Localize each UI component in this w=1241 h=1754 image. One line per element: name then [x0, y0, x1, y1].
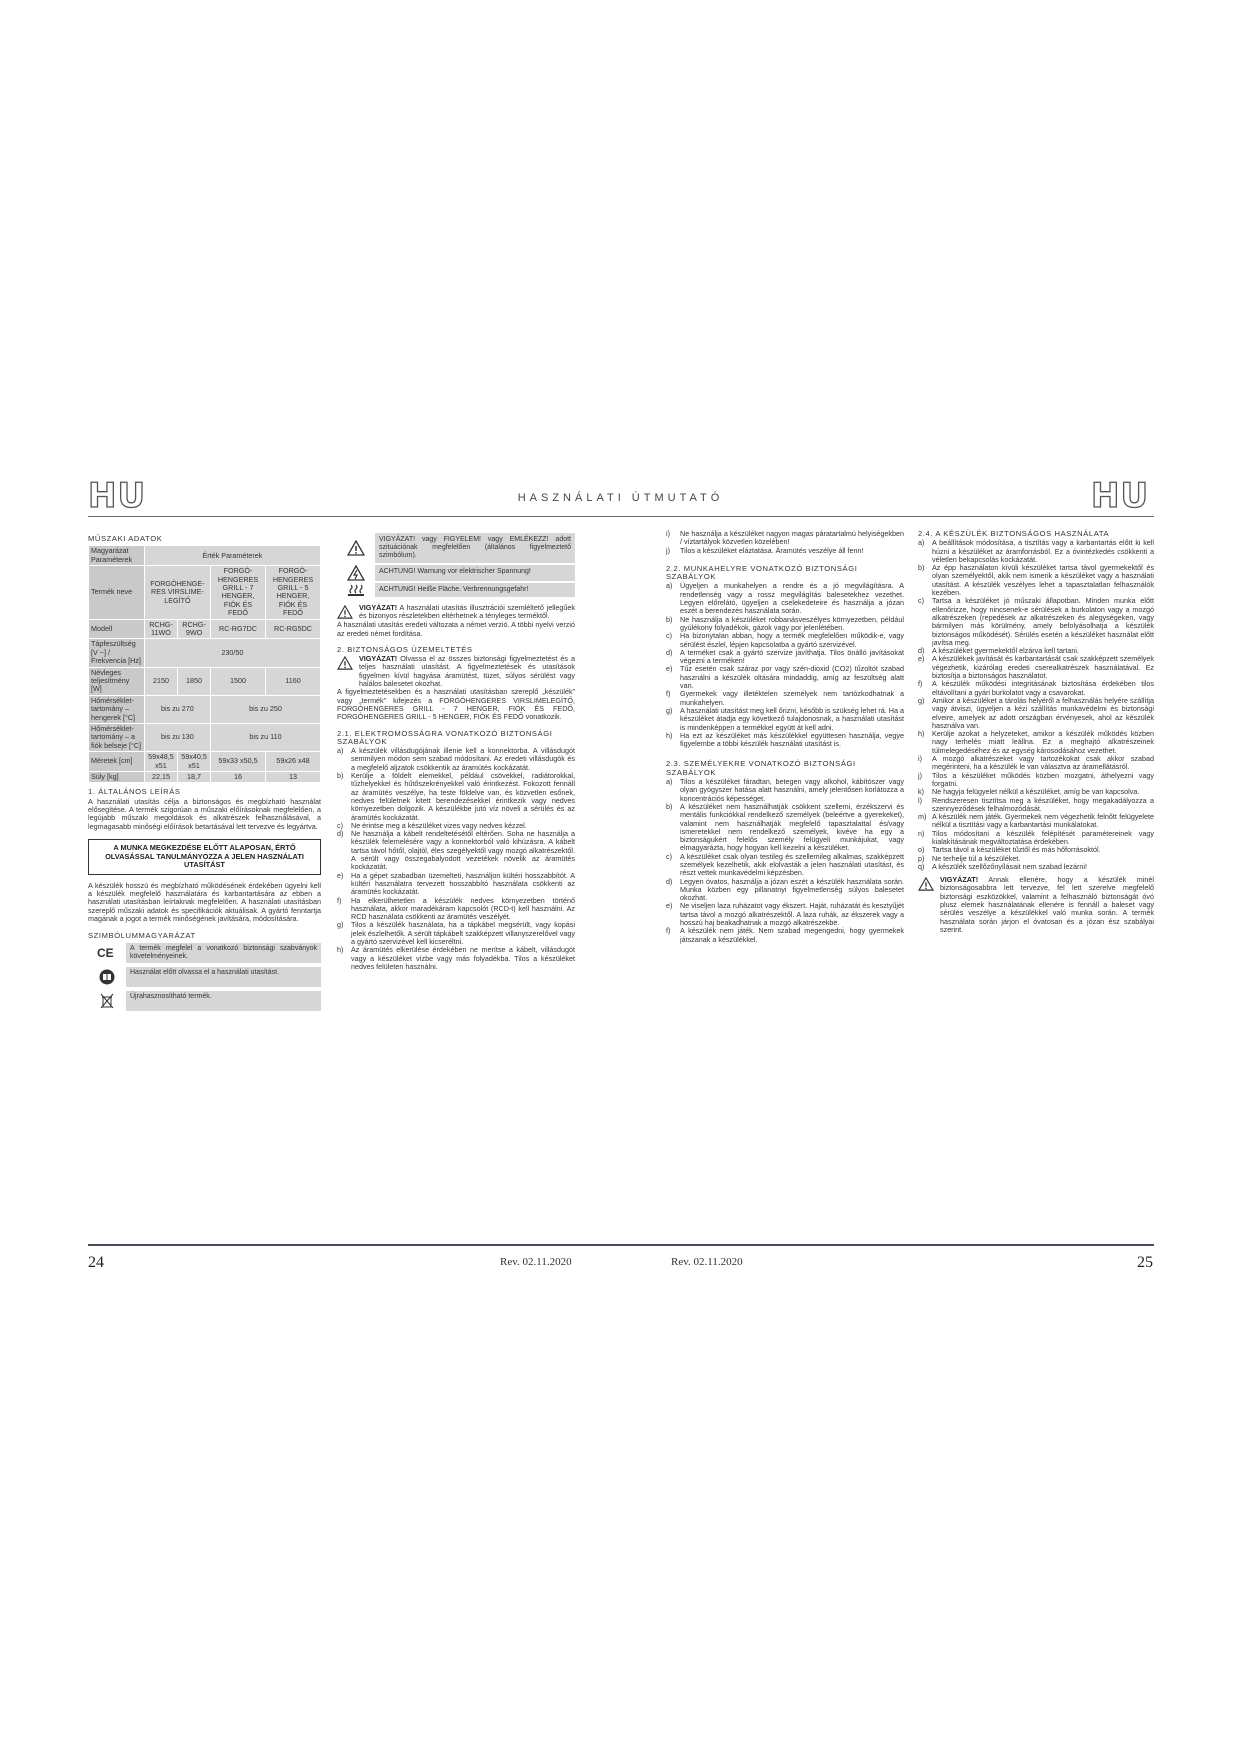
list-label: d) — [666, 876, 673, 886]
symbol-description: A termék megfelel a vonatkozó biztonsági szabványok követelményeinek. — [126, 943, 321, 963]
list-label: l) — [918, 795, 922, 805]
list-label: q) — [918, 861, 925, 871]
table-cell: Termék neve — [89, 566, 144, 618]
header-title: HASZNÁLATI ÚTMUTATÓ — [517, 492, 724, 504]
caution-label: VIGYÁZAT! — [940, 875, 979, 885]
table-row — [89, 546, 320, 565]
language-code-right: HU — [1091, 476, 1150, 516]
table-row — [89, 668, 320, 695]
list-item — [666, 732, 904, 749]
list-text: Ne hagyja felügyelet nélkül a készüléket, amíg be van kapcsolva. — [932, 787, 1140, 797]
warning-row — [337, 533, 575, 563]
symbol-row — [88, 942, 321, 964]
list-label: b) — [666, 614, 673, 624]
list-text: Ügyeljen a munkahelyen a rendre és a jó megvilágításra. A rendetlenség vagy a rossz megvilágítás balesetekhez vezethet. Legyen előrelátó, ügyeljen a cselekedeteire és használja a józan eszét a berendezés használata során. — [680, 581, 904, 616]
list-text: Kerülje azokat a helyzeteket, amikor a készülék működés közben nagy terhelés miatt leállna. Ez a meghajtó alkatrészeinek túlmelegedéséhez és az egység károsodásához vezethet. — [932, 729, 1154, 755]
general-paragraph: A használati utasítás célja a biztonságos és megbízható használat elősegítése. A termék szigorúan a műszaki előírásoknak megfelelően, a legújabb műszaki megoldások és alkatrészek felhasználásával, a legmagasabb minőségi előírások betartásával lett tervezve és legyártva. — [88, 796, 321, 831]
list-item — [337, 747, 575, 772]
list-item — [666, 616, 904, 633]
table-cell: bis zu 110 — [211, 724, 320, 751]
list-label: e) — [918, 654, 925, 664]
list-item — [666, 690, 904, 707]
table-cell: 22,15 — [145, 772, 177, 782]
caution-text: A használati utasítás illusztrációi szemléltető jellegűek és bizonyos részletekben eltérhetnek a tényleges terméktől. — [359, 603, 575, 621]
table-row — [89, 724, 320, 751]
language-code-left: HU — [88, 476, 147, 516]
list-label: a) — [337, 746, 344, 756]
list-item — [337, 772, 575, 822]
list-label: k) — [918, 787, 924, 797]
table-cell: Méretek [cm] — [89, 752, 144, 771]
list-item — [337, 921, 575, 946]
list-item — [666, 902, 904, 927]
list-item — [918, 539, 1154, 564]
list-item — [918, 564, 1154, 597]
table-row — [89, 696, 320, 723]
original-version-note: A használati utasítás eredeti változata a német verzió. A többi nyelvi verzió az eredeti német fordítása. — [337, 620, 575, 638]
list-text: Tilos a készüléket működés közben mozgatni, áthelyezni vagy forgatni. — [932, 770, 1154, 788]
list-text: Tilos a készüléket eláztatása. Áramütés veszélye áll fenn! — [680, 545, 864, 555]
list-label: e) — [337, 870, 344, 880]
page-number-right: 25 — [1137, 1254, 1153, 1271]
svg-text:CE: CE — [97, 946, 114, 959]
table-row — [89, 772, 320, 782]
list-text: A készülék nem játék. Gyermekek nem végezhetik felnőtt felügyelete nélkül a tisztítási vagy a karbantartási munkálatokat. — [932, 812, 1154, 830]
table-cell: 1850 — [178, 668, 210, 695]
list-text: A készüléket csak olyan testileg és szellemileg alkalmas, szakképzett személyek kezelhetik, akik elolvasták a jelen használati utasítást, és részt vettek munkavédelmi képzésben. — [680, 851, 904, 878]
list-item — [666, 853, 904, 878]
list-text: A mozgó alkatrészeket vagy tartozékokat csak akkor szabad megérinteni, ha a készülék le van választva az áramellátásról. — [932, 754, 1154, 772]
table-row — [89, 620, 320, 639]
warning-triangle-icon — [337, 533, 375, 563]
list-text: Amikor a készüléket a tárolás helyéről a felhasználás helyére szállítja vagy átviszi, ügyeljen a kézi szállítás munkavédelmi és biztonsági elveire, amelyek az adott országban érvényesek, ahol az készülék használva van. — [932, 695, 1154, 730]
caution-text: Annak ellenére, hogy a készülék minél biztonságosabbra lett tervezve, fel lett szerelve megfelelő biztonsági eszközökkel, valamint a felhasználó biztonságát óvó plusz elemek használatának ellenére is fennáll a baleset vagy sérülés veszélye a készülékkel való munka során. A termék használata során járjon el óvatosan és a józan ész szabályai szerint. — [940, 875, 1154, 934]
table-row — [89, 566, 320, 618]
safe-op-heading: 2. BIZTONSÁGOS ÜZEMELTETÉS — [337, 644, 473, 654]
list-text: Ha ezt az készüléket más készülékkel együttesen használja, vegye figyelembe a többi készülék használati utasítást is. — [680, 730, 904, 749]
list-label: p) — [918, 853, 925, 863]
column-4 — [918, 530, 1154, 934]
general-paragraph-2: A készülék hosszú és megbízható működésének érdekében ügyelni kell a készülék megfelelő használatára és karbantartására az ebben a használati utasításban leírtaknak megfelelően. A használati utasításban szereplő műszaki adatok és specifikációk aktuálisak. A gyártó fenntartja magának a jogot a termék minőségének javítására, módosítására. — [88, 880, 321, 923]
list-item — [918, 730, 1154, 755]
hot-surface-icon — [337, 583, 375, 597]
list-text: Ha a gépet szabadban üzemelteti, használjon kültéri hosszabbítót. A kültéri használatra tervezett hosszabbító használata csökkenti az áramütés kockázatát. — [351, 870, 575, 897]
table-cell: 2150 — [145, 668, 177, 695]
list-text: A terméket csak a gyártó szervize javíthatja. Tilos önálló javításokat végezni a terméken! — [680, 647, 904, 666]
column-2 — [337, 533, 575, 971]
list-label: d) — [918, 646, 925, 656]
list-label: f) — [918, 679, 923, 689]
header-divider — [88, 516, 1154, 517]
list-item — [666, 878, 904, 903]
list-label: e) — [666, 901, 673, 911]
list-text: A készüléket nem használhatják csökkent szellemi, érzékszervi és mentális funkciókkal rendelkező személyek (beleértve a gyerekeket), valamint nem használhatják megfelelő tapasztalattal és/vagy ismeretekkel nem rendelkező személyek, kivéve ha egy a biztonságukért felelős személy felügyeli munkájukat, vagy elmagyarázta, hogy hogyan kell kezelni a készüléket. — [680, 801, 904, 853]
table-cell: Hőmérséklet-tartomány – hengerek [°C] — [89, 696, 144, 723]
list-item — [666, 778, 904, 803]
workplace-heading: 2.2. MUNKAHELYRE VONATKOZÓ BIZTONSÁGI SZABÁLYOK — [666, 563, 858, 582]
specs-heading: MŰSZAKI ADATOK — [88, 534, 163, 543]
table-row — [89, 639, 320, 666]
table-cell: 59x33 x50,5 — [211, 752, 265, 771]
list-text: Ne használja a készüléket robbanásveszélyes környezetben, például gyúlékony folyadékok, gázok vagy por jelenlétében. — [680, 614, 904, 632]
caution-text: Olvassa el az összes biztonsági figyelmeztetést és a teljes használati utasítást. A figyelmeztetések és utasítások figyelmen kívül hagyása áramütést, tüzet, súlyos sérülést vagy halálos balesetet okozhat. — [359, 654, 576, 689]
list-label: h) — [666, 730, 673, 740]
list-item — [666, 530, 904, 547]
list-text: Ha elkerülhetetlen a készülék nedves környezetben történő használata, akkor maradékáram kapcsolót (RCD-t) kell használni. Az RCD használata csökkenti az áramütés veszélyét. — [351, 895, 575, 922]
list-label: j) — [918, 770, 922, 780]
read-manual-notice: A MUNKA MEGKEZDÉSE ELŐTT ALAPOSAN, ÉRTŐ OLVASÁSSAL TANULMÁNYOZZA A JELEN HASZNÁLATI UTASÍTÁST — [88, 839, 321, 875]
warning-text: ACHTUNG! Warnung vor elektrischer Spannung! — [375, 565, 575, 581]
list-label: h) — [337, 945, 344, 955]
revision-left: Rev. 02.11.2020 — [500, 1256, 572, 1268]
list-item — [918, 697, 1154, 730]
list-text: Ne viseljen laza ruházatot vagy ékszert. Haját, ruházatát és kesztyűjét tartsa távol a mozgó alkatrészektől. A laza ruhák, az ékszerek vagy a hosszú haj beakadhatnak a mozgó alkatrészekbe. — [680, 901, 904, 928]
list-item — [918, 797, 1154, 814]
list-text: Ne érintse meg a készüléket vizes vagy nedves kézzel. — [351, 820, 527, 830]
table-cell: RCHG-9WO — [178, 620, 210, 639]
table-cell: FORGÓ-HENGERES GRILL - 7 HENGER, FIÓK ÉS FEDŐ — [211, 566, 265, 618]
warning-text: ACHTUNG! Heiße Fläche. Verbrennungsgefahr! — [375, 583, 575, 597]
table-cell: Modell — [89, 620, 144, 639]
caution-label: VIGYÁZAT! — [359, 603, 398, 612]
list-item — [666, 927, 904, 944]
table-cell: 18,7 — [178, 772, 210, 782]
list-label: a) — [918, 538, 925, 548]
table-cell: FORGÓHENGE-RES VIRSLIME-LEGÍTŐ — [145, 566, 210, 618]
list-text: A készüléket gyermekektől elzárva kell tartani. — [932, 646, 1080, 656]
table-cell: bis zu 270 — [145, 696, 210, 723]
table-cell: bis zu 250 — [211, 696, 320, 723]
list-text: Tűz esetén csak száraz por vagy szén-dioxid (CO2) tűzoltót szabad használni a készülék oltására mindaddig, amíg az feszültség alatt van. — [680, 664, 904, 691]
page-number-left: 24 — [88, 1254, 104, 1271]
list-label: b) — [918, 563, 925, 573]
table-cell: Magyarázat Paraméterek — [89, 546, 144, 565]
list-item — [337, 897, 575, 922]
revision-right: Rev. 02.11.2020 — [671, 1256, 743, 1268]
list-label: c) — [666, 851, 672, 861]
list-item — [666, 632, 904, 649]
table-cell: 230/50 — [145, 639, 320, 666]
table-cell: 59x26 x48 — [266, 752, 320, 771]
list-text: Ne használja a készüléket nagyon magas páratartalmú helyiségekben / víztartályok közvetlen közelében! — [680, 529, 904, 547]
table-cell: RC-RG7DC — [211, 620, 265, 639]
list-label: a) — [666, 777, 673, 787]
list-label: d) — [337, 829, 344, 839]
ce-mark-icon — [88, 942, 126, 964]
symbol-row — [88, 990, 321, 1012]
list-label: c) — [666, 631, 672, 641]
warning-row — [337, 565, 575, 581]
list-text: A készülék nem játék. Nem szabad megengedni, hogy gyermekek játszanak a készülékkel. — [680, 926, 904, 944]
list-label: g) — [918, 695, 925, 705]
list-item — [666, 582, 904, 615]
read-manual-icon — [88, 966, 126, 988]
list-text: A készülék villásdugójának illenie kell a konnektorba. A villásdugót semmilyen módon sem szabad módosítani. Az eredeti villásdugók és a megfelelő aljzatok csökkentik az áramütés kockázatát. — [351, 746, 575, 772]
list-label: j) — [666, 545, 670, 555]
table-cell: 59x48,5 x51 — [145, 752, 177, 771]
list-item — [918, 655, 1154, 680]
list-text: A készülék működési integritásának biztosítása érdekében tilos eltávolítani a gyári burkolatot vagy a csavarokat. — [932, 679, 1154, 697]
list-item — [666, 707, 904, 732]
table-cell: 59x40,5 x51 — [178, 752, 210, 771]
list-text: Tilos a készülék használata, ha a tápkábel megsérült, vagy kopási jelek észlelhetők. A sérült tápkábelt szakképzett villanyszerelővel vagy a gyártó szervizével kell kicseréltni. — [351, 920, 575, 946]
warning-triangle-icon — [337, 655, 359, 688]
caution-block — [337, 655, 575, 688]
list-text: A készülékek javítását és karbantartását csak szakképzett személyek végezhetik, kizárólag eredeti cserealkatrészek használatával. Ez biztosítja a biztonságos használatot. — [932, 654, 1154, 681]
list-item — [666, 649, 904, 666]
list-text: Ne terhelje túl a készüléket. — [932, 853, 1021, 863]
list-text: A beállítások módosítása, a tisztítás vagy a karbantartás előtt ki kell húzni a készüléket az áramforrásból. Ez a óvintézkedés csökkenti a véletlen bekapcsolás kockázatát. — [932, 538, 1154, 564]
list-label: c) — [337, 820, 343, 830]
list-text: Kerülje a földelt elemekkel, például csövekkel, radiátorokkal, tűzhelyekkel és hűtőszekrényekkel való érintkezést. Fokozott fennáll az áramütés veszélye, ha teste földelve van, és közvetlen esőnek, nedves felületnek kitett berendezésekkel érintkezik vagy nedves környezetben dolgozik. A készülékbe jutó víz növeli a sérülés és az áramütés kockázatát. — [351, 771, 575, 822]
list-text: A készülék szellőzőnyílásait nem szabad lezárni! — [932, 861, 1088, 871]
specs-table — [88, 545, 321, 783]
safe-op-paragraph: A figyelmeztetésekben és a használati utasításban szereplő „készülék” vagy „termék” kifejezés a FORGÓHENGERES VIRSLIMELEGÍTŐ, FORGÓHENGERES GRILL - 7 HENGER, FIÓK ÉS FEDŐ, FORGÓHENGERES GRILL - 5 HENGER, FIÓK ÉS FEDŐ vonatkozik. — [337, 687, 575, 722]
warning-triangle-icon — [918, 876, 940, 934]
general-heading: 1. ÁLTALÁNOS LEÍRÁS — [88, 787, 181, 797]
list-label: g) — [337, 920, 344, 930]
table-cell: Érték Paraméterek — [145, 546, 320, 565]
list-label: f) — [337, 895, 342, 905]
list-label: n) — [918, 828, 925, 838]
list-label: e) — [666, 664, 673, 674]
personal-heading: 2.3. SZEMÉLYEKRE VONATKOZÓ BIZTONSÁGI SZABÁLYOK — [666, 759, 856, 777]
list-text: Ne használja a kábelt rendeltetésétől eltérően. Soha ne használja a készülék felemelésére vagy a konnektorból való kihúzásra. A kábelt tartsa távol hőtől, olajtól, éles szegélyektől vagy mozgó alkatrészektől. A sérült vagy összegabalyodott vezetékek növelik az áramütés kockázatát. — [351, 829, 575, 872]
list-item — [918, 680, 1154, 697]
list-label: a) — [666, 581, 673, 591]
table-cell: Névleges teljesítmény [W] — [89, 668, 144, 695]
list-label: b) — [666, 801, 673, 811]
list-item — [337, 872, 575, 897]
table-cell: 13 — [266, 772, 320, 782]
list-text: Ha bizonytalan abban, hogy a termék megfelelően működik-e, vagy sérülést észlel, lépjen kapcsolatba a gyártó szervizével. — [680, 631, 904, 649]
table-cell: Hőmérséklet-tartomány – a fiók belseje [°C] — [89, 724, 144, 751]
list-item — [918, 597, 1154, 647]
list-text: A használati utasítást meg kell őrizni, később is szükség lehet rá. Ha a készüléket átadja egy következő tulajdonosnak, a használati utasítást is mindenképpen a termékkel együtt át kell adni. — [680, 705, 904, 732]
table-cell: 1160 — [266, 668, 320, 695]
list-label: m) — [918, 812, 927, 822]
table-cell: FORGÓ-HENGERES GRILL - 5 HENGER, FIÓK ÉS FEDŐ — [266, 566, 320, 618]
symbol-description: Használat előtt olvassa el a használati utasítást. — [126, 967, 321, 987]
caution-block — [337, 604, 575, 621]
table-cell: RC-RG5DC — [266, 620, 320, 639]
list-label: d) — [666, 647, 673, 657]
list-label: g) — [666, 705, 673, 715]
table-cell: 16 — [211, 772, 265, 782]
list-item — [918, 863, 1154, 871]
list-text: Az épp használaton kívüli készüléket tartsa távol gyermekektől és olyan személyektől, akik nem ismerik a készüléket vagy a használati utasítást. A készülék veszélyes lehet a tapasztalatlan felhasználók kezében. — [932, 563, 1154, 598]
list-label: f) — [666, 689, 671, 699]
column-1 — [88, 530, 321, 1014]
table-cell: bis zu 130 — [145, 724, 210, 751]
list-item — [337, 946, 575, 971]
symbol-description: Újrahasznosítható termék. — [126, 991, 321, 1011]
list-item — [918, 830, 1154, 847]
footer-divider — [88, 1244, 1154, 1246]
list-text: Tilos módosítani a készülék felépítését paramétereinek vagy kialakításának megváltoztatása érdekében. — [932, 828, 1154, 846]
column-3 — [666, 530, 904, 944]
warning-triangle-icon — [337, 604, 359, 621]
electric-warning-icon — [337, 565, 375, 581]
table-cell: Súly [kg] — [89, 772, 144, 782]
caution-block — [918, 876, 1154, 934]
list-item — [666, 547, 904, 555]
device-safety-heading: 2.4. A KÉSZÜLÉK BIZTONSÁGOS HASZNÁLATA — [918, 529, 1110, 538]
symbol-row — [88, 966, 321, 988]
list-item — [666, 803, 904, 853]
list-text: Rendszeresen tisztítsa meg a készüléket, hogy megakadályozza a szennyeződések felhalmozódását. — [932, 795, 1154, 813]
list-item — [666, 665, 904, 690]
list-label: h) — [918, 729, 925, 739]
caution-label: VIGYÁZAT! — [359, 654, 398, 664]
list-item — [918, 813, 1154, 830]
warning-row — [337, 583, 575, 597]
recycling-bin-icon — [88, 990, 126, 1012]
table-cell: 1500 — [211, 668, 265, 695]
list-text: Gyermekek vagy illetéktelen személyek nem tartózkodhatnak a munkahelyen. — [680, 689, 904, 707]
list-text: Tilos a készüléket fáradtan, betegen vagy alkohol, kábítószer vagy olyan gyógyszer hatása alatt használni, amely jelentősen korlátozza a koncentrációs képességet. — [680, 777, 904, 803]
list-label: f) — [666, 926, 671, 936]
list-label: i) — [666, 529, 670, 538]
list-text: Az áramütés elkerülése érdekében ne merítse a kábelt, villásdugót vagy a készüléket vízbe vagy más folyadékba. Tilos a készüléket nedves felületen használni. — [351, 945, 575, 971]
list-label: b) — [337, 771, 344, 781]
list-label: c) — [918, 596, 924, 606]
electrical-heading: 2.1. ELEKTROMOSSÁGRA VONATKOZÓ BIZTONSÁGI SZABÁLYOK — [337, 728, 553, 746]
warning-text: VIGYÁZAT! vagy FIGYELEM! vagy EMLÉKEZZ! adott szituációnak megfelelően (általános figyelmeztető szimbólum). — [375, 533, 575, 563]
list-item — [918, 755, 1154, 772]
symbols-heading: SZIMBÓLUMMAGYARÁZAT — [88, 931, 196, 941]
table-cell: RCHG-11WO — [145, 620, 177, 639]
table-row — [89, 752, 320, 771]
list-item — [337, 830, 575, 871]
list-text: Tartsa a készüléket jó műszaki állapotban. Minden munka előtt ellenőrizze, hogy nincsenek-e sérülések a burkolaton vagy a mozgó alkatrészeken (repedések az alkatrészeken és alegységeken, vagy bármilyen más körülmény, amely befolyásolhatja a készülék biztonságos működését). Sérülés esetén a készüléket használat előtt javítsa meg. — [932, 596, 1154, 647]
list-label: o) — [918, 845, 925, 855]
list-text: Tartsa távol a készüléket tűztől és más hőforrásoktól. — [932, 845, 1101, 855]
list-text: Legyen óvatos, használja a józan eszét a készülék használata során. Munka közben egy pillanatnyi figyelmetlenség súlyos balesetet okozhat. — [680, 876, 904, 903]
table-cell: Tápfeszültség [V ~] / Frekvencia [Hz] — [89, 639, 144, 666]
list-label: i) — [918, 754, 922, 764]
list-item — [918, 772, 1154, 789]
